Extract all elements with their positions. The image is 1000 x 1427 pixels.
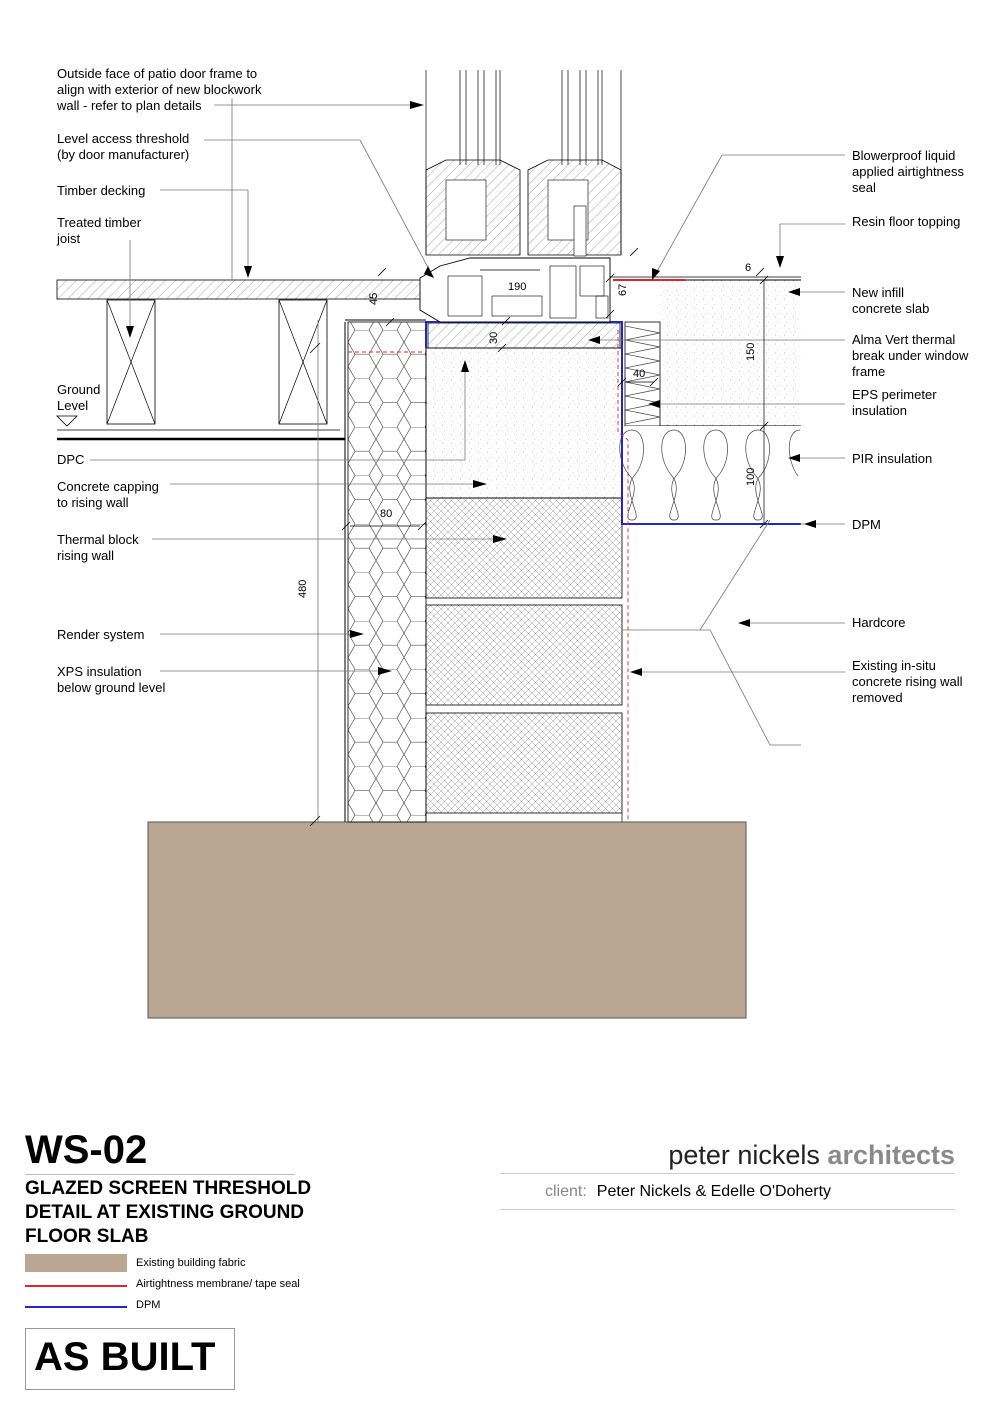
label-infill-slab: New infill bbox=[852, 285, 905, 300]
label-eps-insulation: insulation bbox=[852, 403, 907, 418]
label-thermal-break: frame bbox=[852, 364, 886, 379]
legend-swatch-fabric bbox=[25, 1254, 127, 1272]
annotations-right bbox=[852, 148, 969, 705]
dim-30: 30 bbox=[488, 331, 500, 344]
label-thermal-break: Alma Vert thermal bbox=[852, 332, 956, 347]
label-thermal-block: Thermal block bbox=[57, 532, 139, 547]
timber-joist bbox=[107, 300, 155, 424]
firm-name bbox=[500, 1140, 955, 1171]
divider bbox=[500, 1173, 955, 1174]
label-pir-insulation: PIR insulation bbox=[852, 451, 933, 466]
label-blowerproof: applied airtightness bbox=[852, 164, 965, 179]
dim-190: 190 bbox=[508, 281, 527, 293]
timber-joist bbox=[279, 300, 327, 424]
label-door-frame: Outside face of patio door frame to bbox=[57, 66, 258, 81]
label-door-frame: align with exterior of new blockwork bbox=[57, 82, 262, 97]
status-stamp bbox=[25, 1328, 235, 1390]
label-thermal-block: rising wall bbox=[57, 548, 115, 563]
client-label: client: bbox=[545, 1183, 587, 1200]
label-existing-wall: removed bbox=[852, 690, 903, 705]
sheet-number: WS-02 bbox=[25, 1128, 148, 1172]
divider bbox=[500, 1209, 955, 1210]
label-concrete-capping: to rising wall bbox=[57, 495, 129, 510]
label-dpm: DPM bbox=[852, 517, 881, 532]
label-infill-slab: concrete slab bbox=[852, 301, 930, 316]
label-threshold: Level access threshold bbox=[57, 131, 190, 146]
label-thermal-break: break under window bbox=[852, 348, 969, 363]
label-eps-insulation: EPS perimeter bbox=[852, 387, 937, 402]
label-xps-insulation: below ground level bbox=[57, 680, 166, 695]
label-hardcore: Hardcore bbox=[852, 615, 906, 630]
label-concrete-capping: Concrete capping bbox=[57, 479, 159, 494]
pir-insulation bbox=[620, 426, 801, 524]
thermal-block bbox=[426, 713, 622, 813]
label-existing-wall: Existing in-situ bbox=[852, 658, 936, 673]
legend-label: Airtightness membrane/ tape seal bbox=[136, 1278, 300, 1290]
xps-insulation bbox=[348, 322, 426, 822]
label-ground-level: Ground bbox=[57, 382, 101, 397]
firm-name-bold: architects bbox=[827, 1140, 955, 1170]
legend-swatch-airtightness bbox=[25, 1285, 127, 1287]
legend-label: DPM bbox=[136, 1299, 161, 1311]
concrete-capping bbox=[426, 348, 622, 498]
label-resin-topping: Resin floor topping bbox=[852, 214, 961, 229]
thermal-break bbox=[428, 323, 620, 348]
thermal-block bbox=[426, 605, 622, 705]
dim-150: 150 bbox=[745, 342, 757, 361]
dim-100: 100 bbox=[745, 467, 757, 486]
title-block bbox=[25, 1128, 345, 1249]
existing-foundation bbox=[148, 822, 746, 1018]
divider bbox=[25, 1174, 295, 1175]
status-text: AS BUILT bbox=[34, 1335, 216, 1379]
label-blowerproof: seal bbox=[852, 180, 876, 195]
client-row bbox=[545, 1183, 831, 1201]
legend-swatch-dpm bbox=[25, 1306, 127, 1308]
label-render-system: Render system bbox=[57, 627, 145, 642]
dim-67: 67 bbox=[617, 283, 629, 296]
dim-80: 80 bbox=[380, 508, 393, 520]
label-xps-insulation: XPS insulation bbox=[57, 664, 142, 679]
annotations-left bbox=[56, 66, 262, 695]
label-timber-decking: Timber decking bbox=[57, 183, 146, 198]
firm-name-regular: peter nickels bbox=[668, 1140, 828, 1170]
legend-label: Existing building fabric bbox=[136, 1257, 246, 1269]
ground-level-symbol bbox=[57, 416, 77, 426]
label-timber-joist: Treated timber bbox=[57, 215, 142, 230]
sheet-title: GLAZED SCREEN THRESHOLD DETAIL AT EXISTING GROUND FLOOR SLAB bbox=[25, 1178, 312, 1247]
label-existing-wall: concrete rising wall bbox=[852, 674, 963, 689]
label-blowerproof: Blowerproof liquid bbox=[852, 148, 956, 163]
label-dpc: DPC bbox=[57, 452, 85, 467]
label-ground-level: Level bbox=[57, 398, 89, 413]
label-threshold: (by door manufacturer) bbox=[57, 147, 190, 162]
dim-40: 40 bbox=[633, 368, 646, 380]
label-timber-joist: joist bbox=[57, 231, 81, 246]
dim-6: 6 bbox=[745, 262, 752, 274]
dim-45: 45 bbox=[368, 292, 380, 305]
thermal-block bbox=[426, 498, 622, 598]
client-name: Peter Nickels & Edelle O'Doherty bbox=[596, 1183, 832, 1200]
dim-480: 480 bbox=[297, 579, 309, 598]
label-door-frame: wall - refer to plan details bbox=[57, 98, 202, 113]
